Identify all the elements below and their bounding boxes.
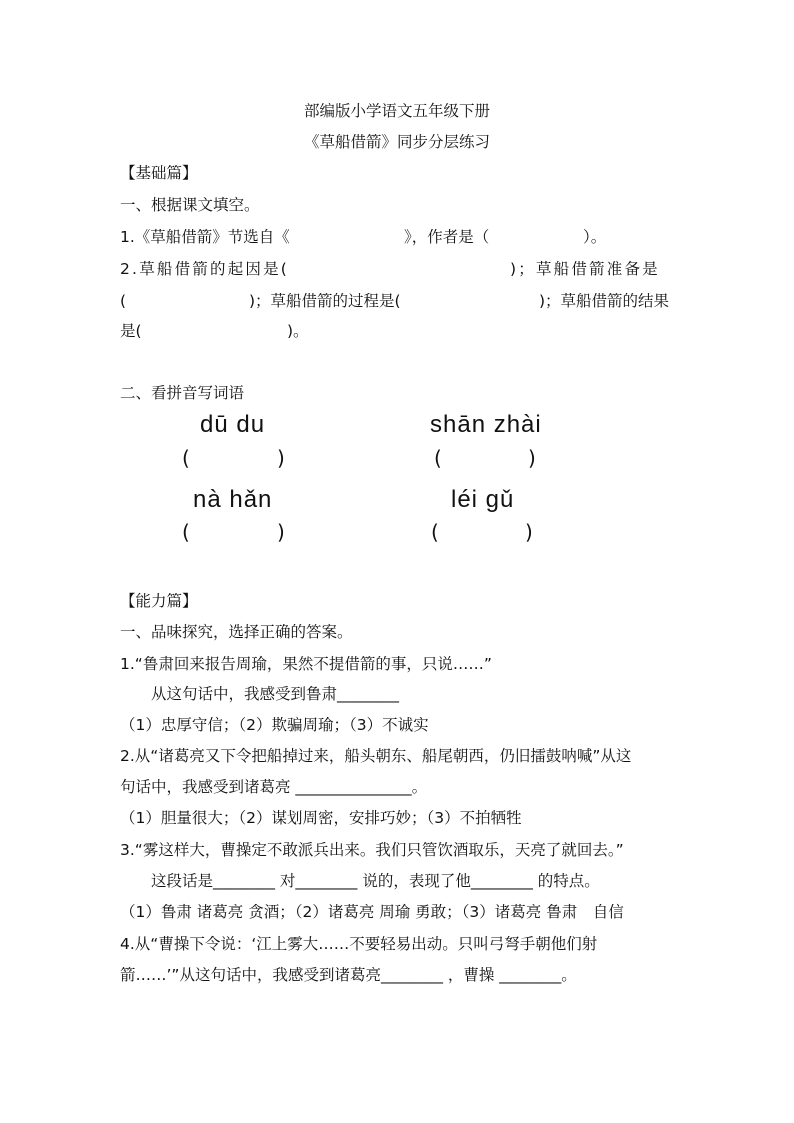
item-3-prompt: 这段话是________ 对________ 说的，表现了他________ 的特点。: [151, 872, 600, 890]
pinyin-4: léi gǔ: [451, 486, 515, 513]
item-4-line-2: 箭……’”从这句话中，我感受到诸葛亮________ ，曹操 ________。: [120, 966, 577, 984]
fill-2-part-c: (: [120, 292, 127, 310]
item-1-quote: 1.“鲁肃回来报告周瑜，果然不提借箭的事，只说……”: [120, 655, 492, 673]
item-2-line-2: 句话中，我感受到诸葛亮 _______________。: [120, 778, 428, 796]
basic-question-1-title: 一、根据课文填空。: [120, 196, 260, 214]
item-4-line-1: 4.从“曹操下令说：‘江上雾大……不要轻易出动。只叫弓弩手朝他们射: [120, 935, 598, 953]
item-2-line-1: 2.从“诸葛亮又下令把船掉过来，船头朝东、船尾朝西，仍旧擂鼓呐喊”从这: [120, 747, 632, 765]
answer-paren-open-2: (: [434, 446, 442, 470]
basic-section-heading: 【基础篇】: [120, 164, 198, 182]
answer-paren-open-3: (: [182, 520, 190, 544]
page-title: 部编版小学语文五年级下册: [303, 102, 490, 120]
fill-2-part-a: 2.草船借箭的起因是(: [120, 260, 290, 278]
answer-paren-open-1: (: [182, 446, 190, 470]
pinyin-3: nà hǎn: [193, 486, 273, 513]
item-3-options: （1）鲁肃 诸葛亮 贪酒；（2）诸葛亮 周瑜 勇敢；（3）诸葛亮 鲁肃 自信: [120, 903, 624, 921]
item-2-options: （1）胆量很大；（2）谋划周密，安排巧妙；（3）不拍牺牲: [120, 809, 522, 827]
fill-2-part-g: )。: [287, 322, 309, 340]
fill-1-part-b: 》，作者是（: [404, 228, 490, 246]
fill-2-part-f: 是(: [120, 322, 142, 340]
ability-section-heading: 【能力篇】: [120, 592, 198, 610]
answer-paren-close-3: ): [277, 520, 285, 544]
answer-paren-close-1: ): [277, 446, 285, 470]
item-1-options: （1）忠厚守信；（2）欺骗周瑜；（3）不诚实: [120, 716, 429, 734]
item-3-quote: 3.“雾这样大，曹操定不敢派兵出来。我们只管饮酒取乐，天亮了就回去。”: [120, 841, 624, 859]
answer-paren-close-2: ): [528, 446, 536, 470]
basic-question-2-title: 二、看拼音写词语: [120, 384, 245, 402]
fill-2-part-d: )；草船借箭的过程是(: [249, 292, 401, 310]
pinyin-2: shān zhài: [430, 411, 542, 438]
fill-1-part-a: 1.《草船借箭》节选自《: [120, 228, 290, 246]
fill-2-part-e: )；草船借箭的结果: [539, 292, 670, 310]
item-1-prompt: 从这句话中，我感受到鲁肃________: [151, 685, 400, 703]
page-subtitle: 《草船借箭》同步分层练习: [303, 133, 490, 151]
answer-paren-open-4: (: [431, 520, 439, 544]
fill-2-part-b: )；草船借箭准备是: [510, 260, 660, 278]
ability-question-1-title: 一、品味探究，选择正确的答案。: [120, 623, 353, 641]
answer-paren-close-4: ): [525, 520, 533, 544]
fill-1-part-c: ）。: [583, 228, 607, 246]
pinyin-1: dū du: [200, 411, 266, 438]
